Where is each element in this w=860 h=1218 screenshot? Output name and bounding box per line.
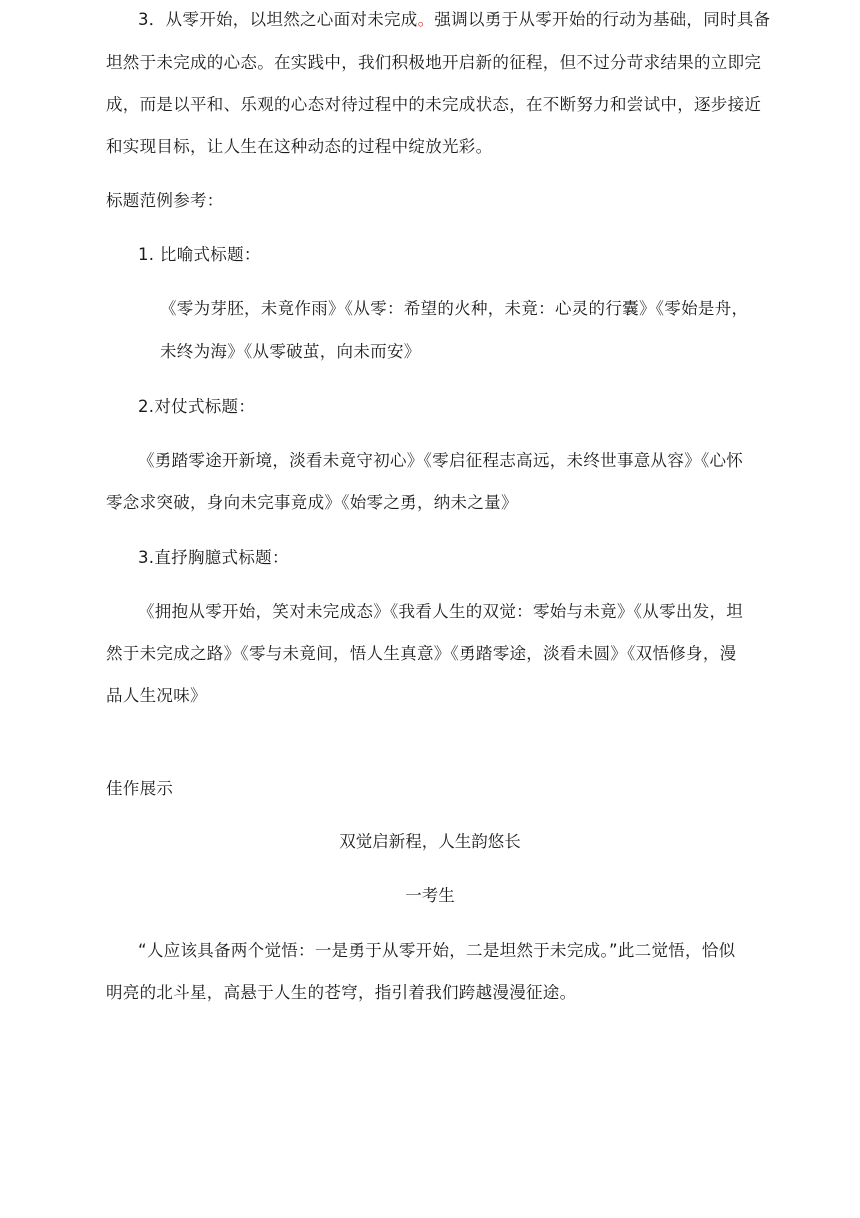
section3-line1-rest: 强调以勇于从零开始的行动为基础，同时具备 xyxy=(434,10,771,29)
antithesis-label: 2.对仗式标题： xyxy=(138,397,256,416)
lyrical-label: 3.直抒胸臆式标题： xyxy=(138,548,289,567)
essay-para-line-1: “人应该具备两个觉悟：一是勇于从零开始，二是坦然于未完成。”此二觉悟，恰似 xyxy=(138,941,736,960)
essay-para-line-2: 明亮的北斗星，高悬于人生的苍穹，指引着我们跨越漫漫征途。 xyxy=(106,983,577,1002)
lyrical-line-2: 然于未完成之路》《零与未竟间，悟人生真意》《勇踏零途，淡看未圆》《双悟修身，漫 xyxy=(106,644,737,663)
antithesis-line-1: 《勇踏零途开新境，淡看未竟守初心》《零启征程志高远，未终世事意从容》《心怀 xyxy=(138,451,744,470)
section3-line-3: 成，而是以平和、乐观的心态对待过程中的未完成状态，在不断努力和尝试中，逐步接近 xyxy=(106,95,762,114)
essay-author: 一考生 xyxy=(405,886,455,905)
section3-line-4: 和实现目标，让人生在这种动态的过程中绽放光彩。 xyxy=(106,137,493,156)
showcase-heading: 佳作展示 xyxy=(106,779,174,798)
section3-line-2: 坦然于未完成的心态。在实践中，我们积极地开启新的征程，但不过分苛求结果的立即完 xyxy=(106,53,762,72)
section3-line-1 xyxy=(138,9,770,31)
metaphor-line-2: 未终为海》《从零破茧，向未而安》 xyxy=(160,342,421,361)
section3-lead: 3．从零开始，以坦然之心面对未完成 xyxy=(138,10,418,29)
metaphor-line-1: 《零为芽胚，未竟作雨》《从零：希望的火种，未竟：心灵的行囊》《零始是舟， xyxy=(160,299,749,318)
section3-red-period: 。 xyxy=(417,10,435,29)
metaphor-label: 1. 比喻式标题： xyxy=(138,245,261,264)
lyrical-line-3: 品人生况味》 xyxy=(106,686,207,705)
essay-title: 双觉启新程，人生韵悠长 xyxy=(339,832,521,851)
titles-ref-heading: 标题范例参考： xyxy=(106,191,224,210)
lyrical-line-1: 《拥抱从零开始，笑对未完成态》《我看人生的双觉：零始与未竟》《从零出发，坦 xyxy=(138,602,744,621)
antithesis-line-2: 零念求突破，身向未完事竟成》《始零之勇，纳未之量》 xyxy=(106,493,518,512)
